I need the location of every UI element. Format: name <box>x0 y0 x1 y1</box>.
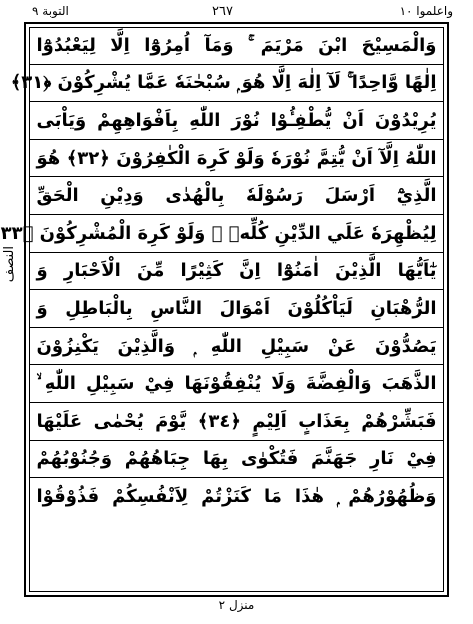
juz-name: واعلموا ١٠ <box>399 4 453 18</box>
verse-line <box>29 365 444 403</box>
verse-line <box>29 441 444 479</box>
verse-line <box>29 253 444 291</box>
surah-name: التوبة ٩ <box>32 4 69 18</box>
verse-text: يٰٓاَيُّهَا الَّذِيْنَ اٰمَنُوْٓا اِنَّ كَثِيْرًا مِّنَ الْاَحْبَارِ وَ <box>36 260 437 282</box>
verse-text: اللّٰهُ اِلَّآ اَنْ يُّتِمَّ نُوْرَهٗ وَلَوْ كَرِهَ الْكٰفِرُوْنَ ﴿٣٢﴾ هُوَ <box>36 147 437 169</box>
verse-line <box>29 290 444 328</box>
page-footer: منزل ٢ <box>218 598 255 612</box>
page-number: ٢٦٧ <box>212 4 233 19</box>
verse-text: فِيْ نَارِ جَهَنَّمَ فَتُكْوٰى بِهَا جِبَاهُهُمْ وَجُنُوْبُهُمْ <box>36 448 437 470</box>
verse-line <box>29 177 444 215</box>
page-header <box>0 0 473 22</box>
verse-text: لِيُظْهِرَهٗ عَلَي الدِّيْنِ كُلِّهٖ ۙ وَلَوْ كَرِهَ الْمُشْرِكُوْنَ ﴿٣٣ <box>0 222 437 244</box>
verse-line <box>10 65 444 103</box>
verse-line <box>29 478 444 516</box>
verse-line <box>0 215 444 253</box>
verse-line <box>29 102 444 140</box>
verse-text: الذَّهَبَ وَالْفِضَّةَ وَلَا يُنْفِقُوْنَهَا فِيْ سَبِيْلِ اللّٰهِ ۙ <box>36 373 437 395</box>
verse-line <box>29 27 444 65</box>
verse-line <box>29 140 444 178</box>
verse-text: وَظُهُوْرُهُمْ ۭ هٰذَا مَا كَنَزْتُمْ لِاَنْفُسِكُمْ فَذُوْقُوْا <box>36 486 437 508</box>
verse-line <box>29 403 444 441</box>
verse-text: اِلٰهًا وَّاحِدًا ۚ لَآ اِلٰهَ اِلَّا هُوَ ۭ سُبْحٰنَهٗ عَمَّا يُشْرِكُوْنَ ﴿٣١﴾ <box>10 72 437 94</box>
margin-marker: النصف <box>2 246 17 283</box>
verse-text: فَبَشِّرْهُمْ بِعَذَابٍ اَلِيْمٍ ﴿٣٤﴾ يَّوْمَ يُحْمٰى عَلَيْهَا <box>36 410 437 432</box>
verse-text: وَالْمَسِيْحَ ابْنَ مَرْيَمَ ۚ وَمَآ اُمِرُوْٓا اِلَّا لِيَعْبُدُوْٓا <box>36 34 437 56</box>
verse-text: يُرِيْدُوْنَ اَنْ يُّطْفِـُٔوْا نُوْرَ اللّٰهِ بِاَفْوَاهِهِمْ وَيَاْبَى <box>36 109 437 131</box>
verse-text: الَّذِيْٓ اَرْسَلَ رَسُوْلَهٗ بِالْهُدٰى وَدِيْنِ الْحَقِّ <box>36 185 437 207</box>
verse-line <box>29 328 444 366</box>
verse-text: يَصُدُّوْنَ عَنْ سَبِيْلِ اللّٰهِ ۭ وَالَّذِيْنَ يَكْنِزُوْنَ <box>36 335 437 357</box>
verse-text: الرُّهْبَانِ لَيَاْكُلُوْنَ اَمْوَالَ النَّاسِ بِالْبَاطِلِ وَ <box>36 297 437 319</box>
